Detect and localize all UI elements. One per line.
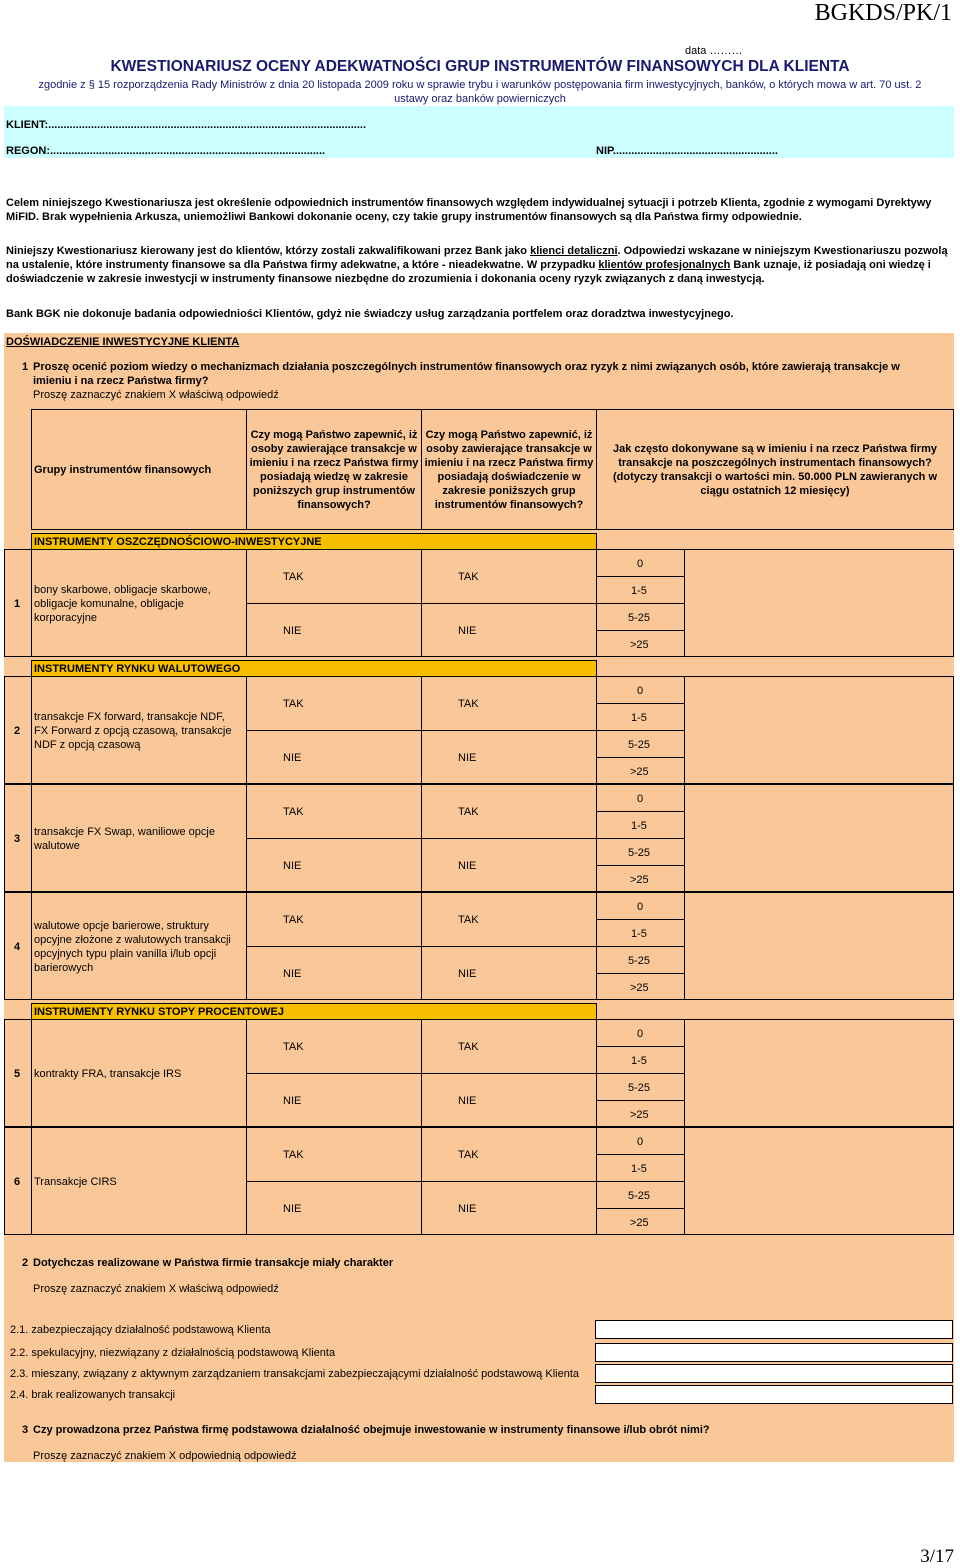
- row-number: 1: [14, 598, 21, 610]
- q2-option-4: 2.4. brak realizowanych transakcji: [10, 1389, 176, 1401]
- group-header-savings: [31, 533, 597, 550]
- freq-label: 5-25: [628, 612, 651, 624]
- row-label-cell: [31, 892, 247, 1000]
- freq-1-5[interactable]: [596, 576, 685, 604]
- yes-label: TAK: [458, 698, 479, 710]
- freq-answer-area[interactable]: [684, 549, 954, 657]
- experience-no[interactable]: [421, 946, 597, 1000]
- q2-option-1-answer[interactable]: [595, 1320, 953, 1339]
- q2-text: Dotychczas realizowane w Państwa firmie transakcje miały charakter: [33, 1257, 394, 1269]
- no-label: NIE: [458, 860, 477, 872]
- header-instrument-groups: [31, 409, 247, 530]
- subtitle-line-1: zgodnie z § 15 rozporządzenia Rady Ministrów z dnia 20 listopada 2009 roku w sprawie trybu i warunków postępowania firm inwestycyjnych, banków, o których mowa w art. 70 ust. 2: [38, 79, 922, 91]
- freq-answer-area[interactable]: [684, 1019, 954, 1127]
- row-number-cell: [4, 676, 32, 784]
- row-label-cell: [31, 676, 247, 784]
- q3-text: Czy prowadzona przez Państwa firmę podstawowa działalność obejmuje inwestowanie w instrumenty finansowe i/lub obrót nimi?: [33, 1424, 710, 1436]
- header-frequency: [596, 409, 954, 530]
- experience-yes[interactable]: [421, 549, 597, 604]
- freq-over-25[interactable]: [596, 630, 685, 657]
- freq-over-25[interactable]: [596, 1100, 685, 1127]
- q2-option-2: 2.2. spekulacyjny, niezwiązany z działalnością podstawową Klienta: [10, 1347, 336, 1359]
- yes-label: TAK: [458, 1149, 479, 1161]
- experience-yes[interactable]: [421, 892, 597, 947]
- freq-over-25[interactable]: [596, 757, 685, 784]
- freq-0[interactable]: [596, 784, 685, 812]
- row-number-cell: [4, 549, 32, 657]
- knowledge-yes[interactable]: [246, 676, 422, 731]
- freq-label: 1-5: [631, 1055, 647, 1067]
- q2-option-4-answer[interactable]: [595, 1385, 953, 1404]
- knowledge-no[interactable]: [246, 1073, 422, 1127]
- experience-no[interactable]: [421, 1181, 597, 1235]
- header-frequency-label: Jak często dokonywane są w imieniu i na rzecz Państwa firmy transakcje na poszczególnych instrumentach finansowych? (dotyczy transakcji o wartości min. 50.000 PLN zawieranych w ciągu ostatnich 12 miesięcy): [612, 442, 937, 497]
- retail-clients-term: klienci detaliczni: [530, 245, 618, 257]
- freq-label: 5-25: [628, 1190, 651, 1202]
- knowledge-no[interactable]: [246, 1181, 422, 1235]
- freq-label: 1-5: [631, 820, 647, 832]
- yes-label: TAK: [458, 914, 479, 926]
- section-title: DOŚWIADCZENIE INWESTYCYJNE KLIENTA: [6, 336, 240, 348]
- freq-label: 0: [637, 901, 644, 913]
- document-subtitle: [0, 78, 960, 106]
- freq-label: 1-5: [631, 928, 647, 940]
- knowledge-yes[interactable]: [246, 784, 422, 839]
- no-label: NIE: [283, 968, 302, 980]
- row-label-cell: [31, 784, 247, 892]
- freq-label: 0: [637, 793, 644, 805]
- yes-label: TAK: [458, 806, 479, 818]
- no-label: NIE: [283, 1203, 302, 1215]
- knowledge-yes[interactable]: [246, 549, 422, 604]
- freq-label: 5-25: [628, 847, 651, 859]
- knowledge-yes[interactable]: [246, 1127, 422, 1182]
- yes-label: TAK: [283, 914, 304, 926]
- no-label: NIE: [458, 968, 477, 980]
- freq-0[interactable]: [596, 676, 685, 704]
- no-label: NIE: [283, 752, 302, 764]
- group-header-fx: [31, 660, 597, 677]
- experience-no[interactable]: [421, 1073, 597, 1127]
- experience-yes[interactable]: [421, 1019, 597, 1074]
- yes-label: TAK: [458, 571, 479, 583]
- knowledge-no[interactable]: [246, 838, 422, 892]
- client-field[interactable]: KLIENT:........................................................................................................: [6, 119, 367, 131]
- professional-clients-term: klientów profesjonalnych: [598, 259, 731, 271]
- row-label: walutowe opcje barierowe, struktury opcyjne złożone z walutowych transakcji opcyjnych typu plain vanilla i/lub opcji barierowych: [34, 920, 231, 974]
- document-code: BGKDS/PK/1: [814, 0, 952, 26]
- yes-label: TAK: [283, 698, 304, 710]
- q2-hint: Proszę zaznaczyć znakiem X właściwą odpowiedź: [33, 1283, 279, 1295]
- row-number: 6: [14, 1176, 21, 1188]
- q3-number: 3: [22, 1424, 29, 1436]
- freq-label: >25: [630, 639, 649, 651]
- no-label: NIE: [458, 625, 477, 637]
- q2-option-3: 2.3. mieszany, związany z aktywnym zarządzaniem transakcjami zabezpieczającymi działalność podstawową Klienta: [10, 1368, 579, 1380]
- q2-option-1: 2.1. zabezpieczający działalność podstawową Klienta: [10, 1324, 271, 1336]
- yes-label: TAK: [283, 1149, 304, 1161]
- freq-5-25[interactable]: [596, 730, 685, 758]
- q2-number: 2: [22, 1257, 29, 1269]
- no-label: NIE: [458, 1095, 477, 1107]
- freq-1-5[interactable]: [596, 703, 685, 731]
- freq-5-25[interactable]: [596, 946, 685, 974]
- freq-label: >25: [630, 874, 649, 886]
- row-label: bony skarbowe, obligacje skarbowe, obligacje komunalne, obligacje korporacyjne: [34, 584, 211, 624]
- client-info-box: [4, 106, 954, 158]
- table-row: [4, 1127, 954, 1235]
- row-number-cell: [4, 892, 32, 1000]
- intro-paragraph-2: [6, 244, 954, 286]
- document-title: KWESTIONARIUSZ OCENY ADEKWATNOŚCI GRUP INSTRUMENTÓW FINANSOWYCH DLA KLIENTA: [110, 58, 850, 75]
- freq-1-5[interactable]: [596, 1046, 685, 1074]
- knowledge-no[interactable]: [246, 730, 422, 784]
- group-title: INSTRUMENTY RYNKU WALUTOWEGO: [34, 663, 241, 675]
- freq-label: 0: [637, 685, 644, 697]
- intro-text-a: Niniejszy Kwestionariusz kierowany jest do klientów, którzy zostali zakwalifikowani przez Bank jako: [6, 245, 531, 257]
- q1-hint: Proszę zaznaczyć znakiem X właściwą odpowiedź: [33, 389, 279, 401]
- q2-option-2-answer[interactable]: [595, 1343, 953, 1362]
- date-field: data ………: [685, 45, 743, 57]
- knowledge-no[interactable]: [246, 946, 422, 1000]
- row-number-cell: [4, 1019, 32, 1127]
- freq-over-25[interactable]: [596, 865, 685, 892]
- header-experience-label: Czy mogą Państwo zapewnić, iż osoby zawierające transakcje w imieniu i na rzecz Państwa firmy posiadają doświadczenie w zakresie poniższych grup instrumentów finansowych?: [424, 428, 594, 511]
- experience-no[interactable]: [421, 603, 597, 657]
- row-number: 5: [14, 1068, 21, 1080]
- row-label-cell: [31, 1019, 247, 1127]
- freq-label: >25: [630, 766, 649, 778]
- regon-field[interactable]: REGON:..........................................................................................: [6, 145, 326, 157]
- header-experience: [421, 409, 597, 530]
- freq-answer-area[interactable]: [684, 1127, 954, 1235]
- header-instrument-groups-label: Grupy instrumentów finansowych: [34, 463, 212, 476]
- intro-paragraph-3: Bank BGK nie dokonuje badania odpowiedniości Klientów, gdyż nie świadczy usług zarządzania portfelem oraz doradztwa inwestycyjnego.: [6, 308, 734, 320]
- header-knowledge-label: Czy mogą Państwo zapewnić, iż osoby zawierające transakcje w imieniu i na rzecz Państwa firmy posiadają wiedzę w zakresie poniższych grup instrumentów finansowych?: [249, 428, 419, 511]
- freq-over-25[interactable]: [596, 973, 685, 1000]
- table-row: [4, 549, 954, 657]
- table-row: [4, 676, 954, 784]
- group-header-interest-rate: [31, 1003, 597, 1020]
- table-row: [4, 784, 954, 892]
- table-row: [4, 892, 954, 1000]
- freq-label: 0: [637, 558, 644, 570]
- freq-0[interactable]: [596, 892, 685, 920]
- row-number-cell: [4, 784, 32, 892]
- nip-field[interactable]: NIP......................................................: [596, 145, 778, 157]
- q3-hint: Proszę zaznaczyć znakiem X odpowiednią odpowiedź: [33, 1450, 297, 1462]
- table-row: [4, 1019, 954, 1127]
- freq-label: 1-5: [631, 712, 647, 724]
- no-label: NIE: [283, 625, 302, 637]
- row-label-cell: [31, 1127, 247, 1235]
- experience-yes[interactable]: [421, 676, 597, 731]
- freq-1-5[interactable]: [596, 811, 685, 839]
- freq-1-5[interactable]: [596, 1154, 685, 1182]
- row-number: 4: [14, 941, 21, 953]
- page-number: 3/17: [920, 1546, 954, 1567]
- freq-0[interactable]: [596, 1127, 685, 1155]
- row-label: transakcje FX Swap, waniliowe opcje walutowe: [34, 826, 215, 852]
- row-label: transakcje FX forward, transakcje NDF, FX Forward z opcją czasową, transakcje NDF z opcją czasową: [34, 711, 232, 751]
- row-label: Transakcje CIRS: [34, 1176, 117, 1188]
- freq-label: 1-5: [631, 585, 647, 597]
- intro-text-c: Bank uznaje, iż posiadają oni wiedzę i doświadczenie w zakresie inwestycji w instrumenty finansowe niezbędne do zrozumienia i dokonania oceny ryzyk związanych z daną inwestycją.: [6, 259, 931, 285]
- freq-1-5[interactable]: [596, 919, 685, 947]
- freq-label: 0: [637, 1028, 644, 1040]
- knowledge-yes[interactable]: [246, 1019, 422, 1074]
- experience-no[interactable]: [421, 838, 597, 892]
- freq-0[interactable]: [596, 549, 685, 577]
- freq-5-25[interactable]: [596, 838, 685, 866]
- freq-label: >25: [630, 982, 649, 994]
- knowledge-no[interactable]: [246, 603, 422, 657]
- no-label: NIE: [458, 1203, 477, 1215]
- group-title: INSTRUMENTY OSZCZĘDNOŚCIOWO-INWESTYCYJNE: [34, 536, 322, 548]
- yes-label: TAK: [283, 1041, 304, 1053]
- freq-label: 1-5: [631, 1163, 647, 1175]
- experience-no[interactable]: [421, 730, 597, 784]
- no-label: NIE: [283, 860, 302, 872]
- freq-label: 5-25: [628, 739, 651, 751]
- freq-5-25[interactable]: [596, 1073, 685, 1101]
- freq-answer-area[interactable]: [684, 676, 954, 784]
- header-knowledge: [246, 409, 422, 530]
- freq-label: >25: [630, 1109, 649, 1121]
- q2-option-3-answer[interactable]: [595, 1364, 953, 1383]
- group-title: INSTRUMENTY RYNKU STOPY PROCENTOWEJ: [34, 1006, 284, 1018]
- freq-label: 5-25: [628, 955, 651, 967]
- yes-label: TAK: [283, 571, 304, 583]
- freq-0[interactable]: [596, 1019, 685, 1047]
- row-number-cell: [4, 1127, 32, 1235]
- q1-number: 1: [22, 361, 29, 373]
- freq-over-25[interactable]: [596, 1208, 685, 1235]
- freq-5-25[interactable]: [596, 1181, 685, 1209]
- knowledge-yes[interactable]: [246, 892, 422, 947]
- row-number: 3: [14, 833, 21, 845]
- no-label: NIE: [458, 752, 477, 764]
- yes-label: TAK: [458, 1041, 479, 1053]
- freq-label: 0: [637, 1136, 644, 1148]
- row-label-cell: [31, 549, 247, 657]
- freq-answer-area[interactable]: [684, 784, 954, 892]
- experience-yes[interactable]: [421, 1127, 597, 1182]
- row-label: kontrakty FRA, transakcje IRS: [34, 1068, 182, 1080]
- freq-5-25[interactable]: [596, 603, 685, 631]
- q1-text: Proszę ocenić poziom wiedzy o mechanizmach działania poszczególnych instrumentów finansowych oraz ryzyk z nimi związanych osób, które zawierają transakcje w imieniu i na rzecz Państwa firmy?: [33, 361, 900, 387]
- row-number: 2: [14, 725, 21, 737]
- experience-yes[interactable]: [421, 784, 597, 839]
- no-label: NIE: [283, 1095, 302, 1107]
- freq-label: >25: [630, 1217, 649, 1229]
- freq-label: 5-25: [628, 1082, 651, 1094]
- intro-paragraph-1: Celem niniejszego Kwestionariusza jest określenie odpowiednich instrumentów finansowych względem indywidualnej sytuacji i potrzeb Klienta, zgodnie z wymogami Dyrektywy MiFID. Brak wypełnienia Arkusza, uniemożliwi Bankowi dokonanie oceny, czy takie grupy instrumentów finansowych są dla Państwa firmy odpowiednie.: [6, 197, 932, 223]
- yes-label: TAK: [283, 806, 304, 818]
- intro-text-b: . Odpowiedzi wskazane w niniejszym Kwestionariuszu pozwolą na ustalenie, które instrumenty finansowe sa dla Państwa firmy adekwatne, a które - nieadekwatne. W przypadku: [6, 245, 948, 271]
- subtitle-line-2: ustawy oraz banków powierniczych: [394, 93, 566, 105]
- freq-answer-area[interactable]: [684, 892, 954, 1000]
